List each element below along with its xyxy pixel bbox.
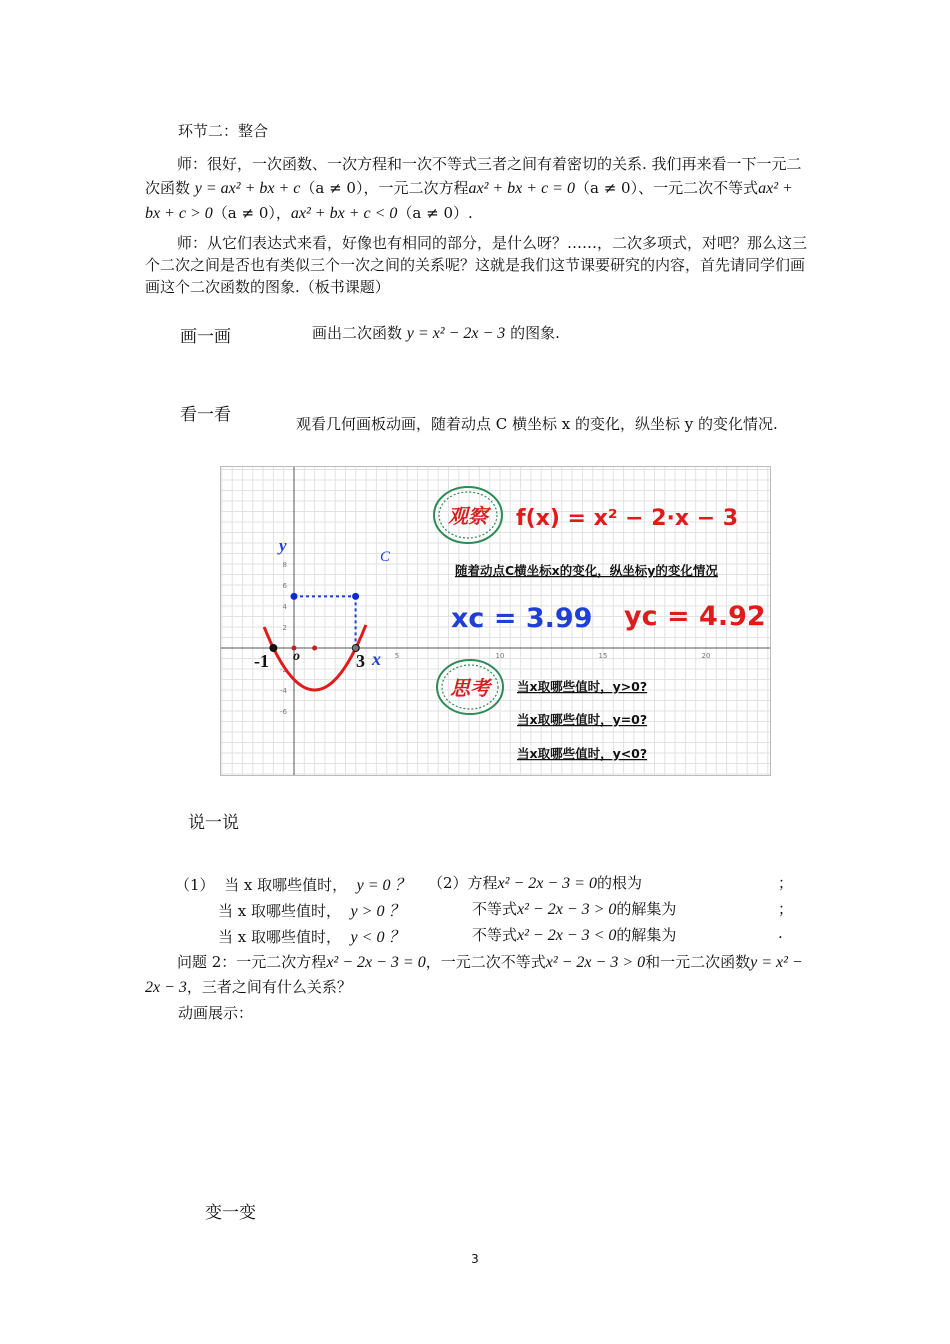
say-row-1-right	[428, 872, 642, 893]
section-say-title: 说一说	[188, 813, 239, 833]
y-tick-label: 4	[282, 603, 287, 611]
question-text: 当 x 取哪些值时，	[224, 876, 348, 894]
text: 的图象.	[510, 324, 560, 342]
observe-stamp-text: 观察	[448, 504, 488, 528]
question-y-zero: 当x取哪些值时，y=0?	[517, 712, 648, 727]
point-c	[352, 593, 359, 600]
x-tick-label: 15	[598, 652, 608, 660]
teacher-paragraph-1	[145, 152, 810, 226]
y-tick-label: -2	[280, 666, 287, 674]
parabola-graph	[221, 467, 770, 775]
label-x: x	[372, 649, 381, 669]
text: .	[468, 204, 473, 222]
question-y-negative: 当x取哪些值时，y<0?	[517, 746, 648, 761]
text: ，一元二次方程	[363, 179, 469, 197]
text: 方程	[467, 874, 498, 892]
text: 、一元二次不等式	[638, 179, 759, 197]
say-row-1-end: ；	[778, 874, 794, 892]
think-stamp-text: 思考	[450, 676, 490, 700]
question-text: 当 x 取哪些值时，	[218, 902, 341, 920]
x-tick-label: 20	[701, 652, 711, 660]
y-tick-label: -6	[280, 708, 287, 716]
text: 的根为	[596, 874, 642, 892]
say-row-3-end: .	[778, 924, 783, 942]
text: 问题 2：一元二次方程	[177, 953, 327, 971]
look-instruction: 观看几何画板动画，随着动点 C 横坐标 x 的变化，纵坐标 y 的变化情况.	[296, 415, 778, 433]
animation-label: 动画展示：	[178, 1004, 254, 1022]
question-2-paragraph	[145, 950, 810, 1000]
text: 不等式	[472, 926, 518, 944]
text: 师：很好，一次函数、一次方程和一次不等式三者之间有着密切的关系. 我们再来看一下一元二次函数	[145, 155, 802, 197]
label-3: 3	[356, 651, 365, 671]
observe-stamp	[434, 487, 502, 543]
vertex-projection-point	[312, 646, 317, 651]
condition: （a ≠ 0）	[300, 179, 364, 197]
formula: ax² + bx + c = 0	[468, 180, 575, 197]
say-row-1	[175, 872, 411, 895]
root-point-minus-1	[269, 644, 277, 652]
formula: x² − 2x − 3 = 0	[326, 954, 426, 971]
text: ，三者之间有什么关系？	[186, 978, 352, 996]
y-tick-label: -4	[280, 687, 287, 695]
question-y-positive: 当x取哪些值时，y>0?	[517, 679, 648, 694]
section-look-title: 看一看	[180, 405, 231, 425]
y-tick-label: 8	[282, 561, 287, 569]
say-row-3-right	[472, 924, 676, 945]
condition: （a ≠ 0）	[212, 204, 276, 222]
formula: x² − 2x − 3 < 0	[517, 927, 617, 944]
item-number: （2）	[428, 874, 468, 892]
say-row-2-end: ；	[778, 900, 794, 918]
x-tick-label: 5	[394, 652, 400, 660]
teacher-paragraph-2: 师：从它们表达式来看，好像也有相同的部分，是什么呀？……，二次多项式，对吧？那么这三个二次之间是否也有类似三个一次之间的关系呢？这就是我们这节课要研究的内容，首先请同学们画画这个二次函数的图象.（板书课题）	[145, 234, 808, 296]
xc-value-label: xc = 3.99	[451, 603, 593, 634]
label-minus-1: -1	[254, 651, 269, 671]
yc-value-label: yc = 4.92	[624, 601, 766, 632]
function-label: f(x) = x² − 2·x − 3	[516, 506, 739, 531]
formula: x² − 2x − 3 > 0	[517, 901, 617, 918]
text: ，一元二次不等式	[425, 953, 546, 971]
section-title-integration: 环节二：整合	[178, 122, 269, 140]
geometry-sketchpad-figure	[220, 466, 771, 776]
formula: y = x² − 2x − 3	[145, 954, 803, 996]
text: ，	[275, 204, 291, 222]
text: 画出二次函数	[312, 324, 403, 342]
x-tick-label: 10	[495, 652, 505, 660]
formula: x² − 2x − 3 > 0	[545, 954, 646, 971]
label-c: C	[380, 549, 391, 565]
label-o: o	[293, 649, 300, 664]
say-row-3	[218, 924, 404, 947]
y-tick-label: 6	[282, 582, 287, 590]
condition: （a ≠ 0）	[574, 179, 639, 197]
question-text: 当 x 取哪些值时，	[218, 928, 341, 946]
condition: （a ≠ 0）	[397, 204, 468, 222]
formula: y = x² − 2x − 3	[406, 325, 506, 342]
section-change-title: 变一变	[205, 1203, 256, 1223]
formula: y = ax² + bx + c	[194, 180, 301, 197]
say-row-2-right	[472, 898, 676, 919]
text: 的解集为	[616, 926, 677, 944]
y-tick-label: 2	[282, 624, 287, 632]
text: 的解集为	[616, 900, 677, 918]
observe-description: 随着动点C横坐标x的变化，纵坐标y的变化情况	[455, 563, 718, 578]
formula: ax² + bx + c > 0	[145, 180, 793, 222]
formula: y = 0 ？	[356, 877, 411, 894]
point-y-on-axis	[291, 593, 298, 600]
say-row-2	[218, 898, 404, 921]
text: 不等式	[472, 900, 518, 918]
formula: y < 0 ？	[350, 929, 405, 946]
item-number: （1）	[175, 876, 215, 894]
text: 和一元二次函数	[645, 953, 751, 971]
page-number: 3	[471, 1252, 479, 1266]
formula: ax² + bx + c < 0	[290, 205, 398, 222]
formula: y > 0 ？	[350, 903, 405, 920]
formula: x² − 2x − 3 = 0	[497, 875, 597, 892]
section-draw-title: 画一画	[180, 327, 231, 347]
think-stamp	[437, 660, 503, 714]
label-y: y	[279, 536, 287, 555]
draw-instruction	[312, 322, 560, 343]
